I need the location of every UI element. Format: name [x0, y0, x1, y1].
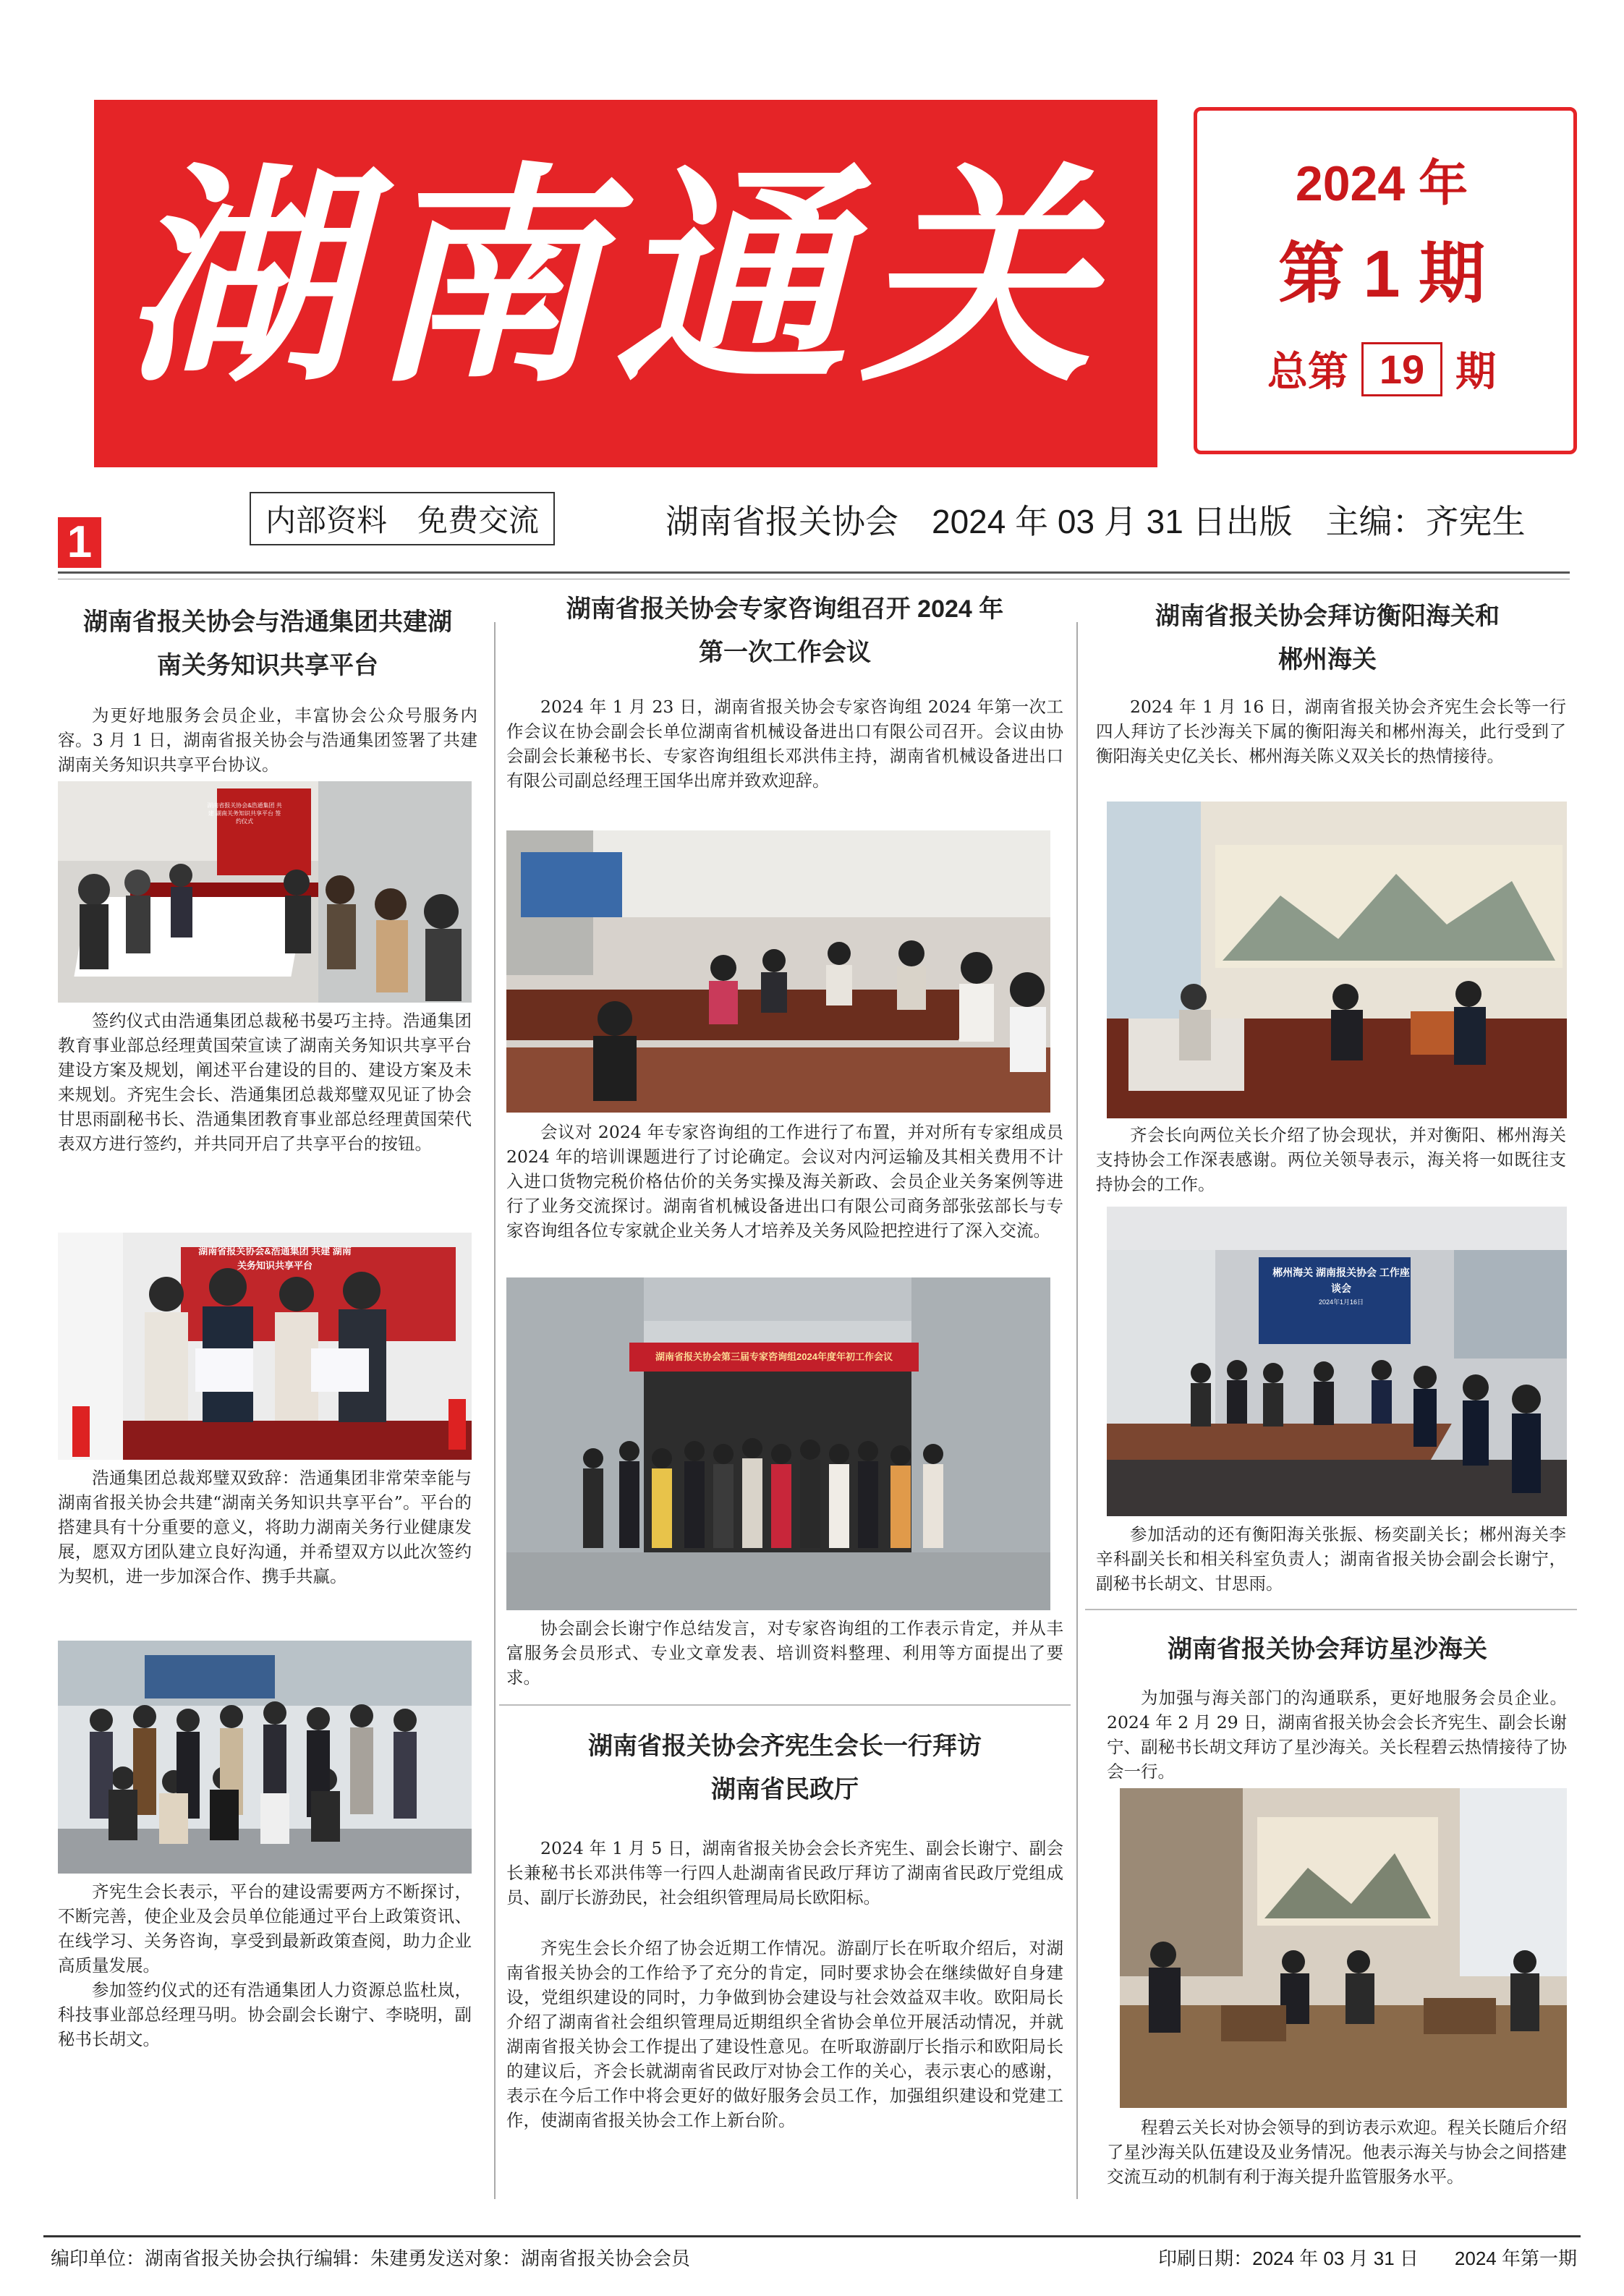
paragraph: 齐宪生会长介绍了协会近期工作情况。游副厅长在听取介绍后，对湖南省报关协会的工作给予了充分的肯定，同时要求协会在继续做好自身建设，党组织建设的同时，力争做到协会建设与社会效益双丰收。欧阳局长介绍了湖南省社会组织管理局近期组织全省协会单位开展活动情况，并就湖南省报关协会工作提出了建设性意见。在听取游副厅长指示和欧阳局长的建议后，齐会长就湖南省民政厅对协会工作的关心，表示衷心的感谢，表示在今后工作中将会更好的做好服务会员工作，加强组织建设和党建工作，使湖南省报关协会工作上新台阶。: [506, 1938, 1063, 2130]
screen-caption: 湖南省报关协会&浩通集团 共建 湖南关务知识共享平台 签约仪式: [207, 802, 282, 825]
headline-line: 郴州海关: [1278, 646, 1377, 673]
headline-line: 湖南省报关协会拜访衡阳海关和: [1155, 603, 1500, 630]
footer-divider: [43, 2235, 1581, 2237]
article-separator: [499, 1704, 1071, 1706]
paragraph: 会议对 2024 年专家咨询组的工作进行了布置，并对所有专家组成员 2024 年的培训课题进行了讨论确定。会议对内河运输及其相关费用不计入进口货物完税价格估价的关务实操及海关新政、会员企业关务案例等进行了业务交流探讨。湖南省机械设备进出口有限公司商务部张弦部长与专家咨询组各位专家就企业关务人才培养及关务风险把控进行了深入交流。: [506, 1122, 1063, 1241]
photo-chenzhou-meeting: [1107, 1207, 1567, 1516]
article-haotong: [58, 600, 477, 777]
headline-line: 湖南省报关协会专家咨询组召开 2024 年: [566, 595, 1004, 623]
footer-print-date: 印刷日期：2024 年 03 月 31 日: [1158, 2248, 1419, 2269]
article-headline: [506, 587, 1063, 674]
issue-total-number: 19: [1361, 342, 1442, 396]
headline-line: 第一次工作会议: [699, 639, 871, 666]
photo-screen-text: [207, 791, 282, 849]
article-headline: [58, 600, 477, 687]
banner-date: 2024年1月16日: [1318, 1298, 1364, 1306]
internal-label: 内部资料 免费交流: [250, 492, 555, 545]
paragraph: 程碧云关长对协会领导的到访表示欢迎。程关长随后介绍了星沙海关队伍建设及业务情况。他表示海关与协会之间搭建交流互动的机制有利于海关提升监管服务水平。: [1107, 2117, 1567, 2187]
photo-expert-meeting: [506, 830, 1050, 1113]
photo-group-haotong: [58, 1641, 472, 1874]
headline-line: 南关务知识共享平台: [157, 652, 378, 679]
paragraph: 浩通集团总裁郑璧双致辞：浩通集团非常荣幸能与湖南省报关协会共建“湖南关务知识共享平台”。平台的搭建具有十分重要的意义，将助力湖南关务行业健康发展，愿双方团队建立良好沟通，并希望双方以此次签约为契机，进一步加深合作、携手共赢。: [58, 1468, 472, 1586]
header-divider: [58, 571, 1570, 574]
issue-number: 第 1 期: [1277, 237, 1486, 311]
banner-caption: 湖南省报关协会第三届专家咨询组2024年度年初工作会议: [655, 1351, 893, 1362]
paragraph: 参加签约仪式的还有浩通集团人力资源总监杜岚，科技事业部总经理马明。协会副会长谢宁、李晓明，副秘书长胡文。: [58, 1980, 472, 2049]
photo-banner-text: [1269, 1264, 1413, 1331]
issue-total: [1197, 340, 1566, 398]
issue-total-prefix: 总第: [1267, 349, 1348, 394]
paragraph: 为更好地服务会员企业，丰富协会公众号服务内容。3 月 1 日，湖南省报关协会与浩通集团签署了共建湖南关务知识共享平台协议。: [58, 705, 477, 775]
footer-issue: 2024 年第一期: [1454, 2248, 1577, 2269]
column-divider: [494, 622, 496, 2199]
paragraph: 2024 年 1 月 5 日，湖南省报关协会会长齐宪生、副会长谢宁、副会长兼秘书长邓洪伟等一行四人赴湖南省民政厅拜访了湖南省民政厅党组成员、副厅长游劲民，社会组织管理局局长欧阳标。: [506, 1838, 1063, 1908]
paragraph: 签约仪式由浩通集团总裁秘书晏巧主持。浩通集团教育事业部总经理黄国荣宣读了湖南关务知识共享平台建设方案及规划，阐述平台建设的目的、建设方案及未来规划。齐宪生会长、浩通集团总裁郑璧双见证了协会甘思雨副秘书长、浩通集团教育事业部总经理黄国荣代表双方进行签约，并共同开启了共享平台的按钮。: [58, 1011, 472, 1154]
paragraph: 协会副会长谢宁作总结发言，对专家咨询组的工作表示肯定，并从丰富服务会员形式、专业文章发表、培训资料整理、利用等方面提出了要求。: [506, 1618, 1063, 1688]
paragraph: 参加活动的还有衡阳海关张振、杨奕副关长；郴州海关李辛科副关长和相关科室负责人；湖南省报关协会副会长谢宁，副秘书长胡文、甘思雨。: [1096, 1524, 1566, 1594]
photo-hengyang-visit: [1107, 802, 1567, 1118]
photo-banner-text: [195, 1244, 354, 1302]
article-headline: [1089, 595, 1566, 681]
paragraph: 2024 年 1 月 16 日，湖南省报关协会齐宪生会长等一行四人拜访了长沙海关下属的衡阳海关和郴州海关，此行受到了衡阳海关史亿关长、郴州海关陈义双关长的热情接待。: [1096, 697, 1566, 766]
banner-caption: 湖南省报关协会&浩通集团 共建 湖南关务知识共享平台: [198, 1246, 352, 1271]
issue-year: 2024 年: [1295, 156, 1468, 211]
banner-caption: 郴州海关 湖南报关协会 工作座谈会: [1272, 1267, 1410, 1294]
photo-banner-text: [629, 1343, 919, 1372]
article-expert-group: [506, 587, 1063, 674]
photo-expert-group: [506, 1277, 1050, 1610]
photo-xingsha-visit: [1120, 1788, 1567, 2108]
article-headline: [506, 1725, 1063, 1811]
headline-line: 湖南省报关协会齐宪生会长一行拜访: [588, 1732, 982, 1760]
headline-line: 湖南省民政厅: [711, 1776, 859, 1803]
article-separator: [1085, 1609, 1577, 1610]
headline-line: 湖南省报关协会与浩通集团共建湖: [83, 608, 452, 636]
article-headline-xingsha: 湖南省报关协会拜访星沙海关: [1168, 1636, 1487, 1663]
masthead-title: 湖南通关: [123, 143, 1107, 414]
paragraph: 齐宪生会长表示，平台的建设需要两方不断探讨，不断完善，使企业及会员单位能通过平台上政策资讯、在线学习、关务咨询，享受到最新政策查阅，助力企业高质量发展。: [58, 1882, 472, 1976]
publisher-line: 湖南省报关协会 2024 年 03 月 31 日出版 主编：齐宪生: [666, 503, 1526, 540]
paragraph: 齐会长向两位关长介绍了协会现状，并对衡阳、郴州海关支持协会工作深表感谢。两位关领导表示，海关将一如既往支持协会的工作。: [1096, 1125, 1566, 1194]
paragraph: 为加强与海关部门的沟通联系，更好地服务会员企业。2024 年 2 月 29 日，湖南省报关协会会长齐宪生、副会长谢宁、副秘书长胡文拜访了星沙海关。关长程碧云热情接待了协会一行。: [1107, 1688, 1567, 1782]
article-civil-affairs: [506, 1725, 1063, 1811]
footer-editor: 执行编辑：朱建勇: [276, 2248, 428, 2269]
footer-recipients: 发送对象：湖南省报关协会会员: [427, 2248, 691, 2269]
page-number: 1: [58, 517, 101, 568]
issue-total-suffix: 期: [1455, 349, 1497, 394]
column-divider: [1076, 622, 1078, 2199]
paragraph: 2024 年 1 月 23 日，湖南省报关协会专家咨询组 2024 年第一次工作会议在协会副会长单位湖南省机械设备进出口有限公司召开。会议由协会副会长兼秘书长、专家咨询组组长邓洪伟主持，湖南省机械设备进出口有限公司副总经理王国华出席并致欢迎辞。: [506, 697, 1063, 791]
footer: [51, 2244, 1577, 2271]
article-hengyang: [1089, 595, 1566, 681]
footer-printer: 编印单位：湖南省报关协会: [51, 2248, 277, 2269]
